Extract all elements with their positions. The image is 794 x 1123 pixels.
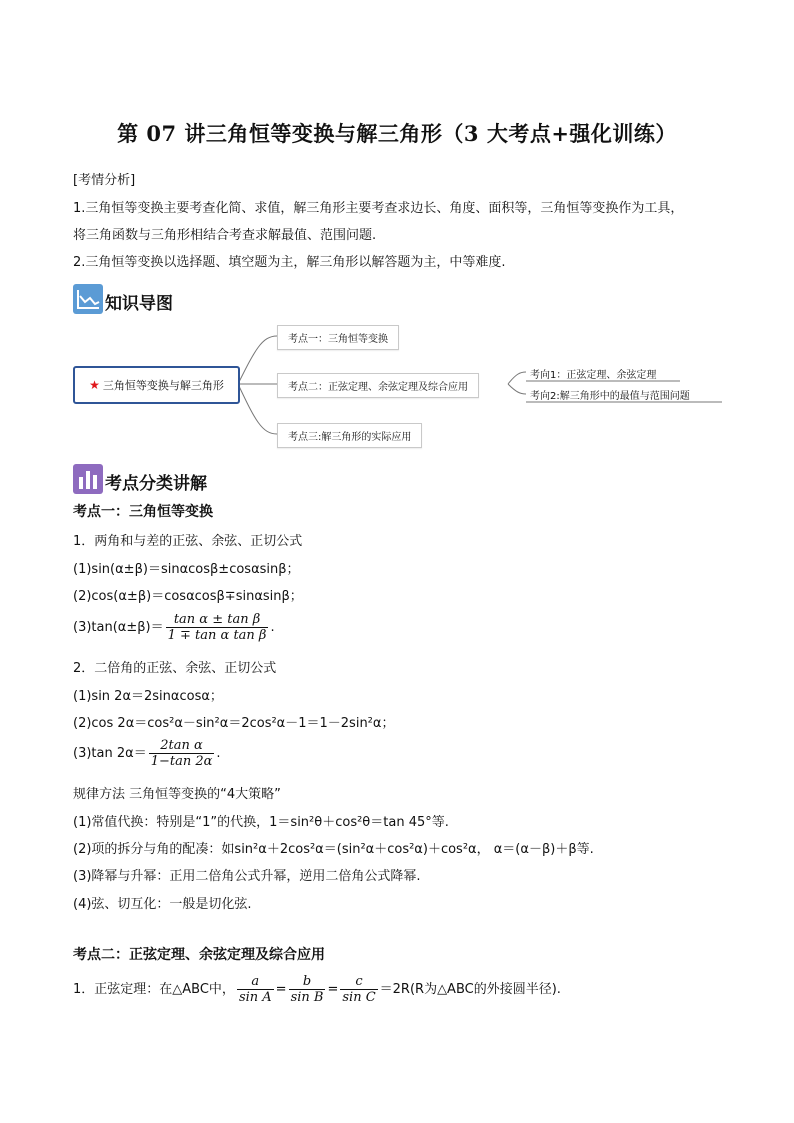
- equals-sign-1: =: [275, 981, 287, 997]
- formula-tan-double-prefix: (3)tan 2α＝: [73, 745, 147, 761]
- point-2-title: 考点二：正弦定理、余弦定理及综合应用: [73, 947, 325, 963]
- formula-sin-sum: (1)sin(α±β)＝sinαcosβ±cosαsinβ；: [73, 562, 300, 577]
- sine-law-prefix: 1．正弦定理：在△ABC中，: [73, 981, 235, 997]
- mindmap-sub-1: 考向1：正弦定理、余弦定理: [530, 370, 657, 381]
- formula-cos-double: (2)cos 2α＝cos²α－sin²α＝2cos²α－1＝1－2sin²α；: [73, 716, 395, 731]
- fraction-b-numerator: b: [302, 974, 312, 989]
- analysis-line-2: 2.三角恒等变换以选择题、填空题为主，解三角形以解答题为主，中等难度.: [73, 255, 506, 270]
- fraction-a-denominator: sin A: [238, 990, 272, 1005]
- fraction-c-denominator: sin C: [342, 990, 376, 1005]
- sine-law-line: [73, 974, 561, 1005]
- formula-tan-sum-prefix: (3)tan(α±β)＝: [73, 619, 164, 635]
- mindmap-branch-2: 考点二：正弦定理、余弦定理及综合应用: [277, 373, 479, 398]
- analysis-line-1b: 将三角函数与三角形相结合考查求解最值、范围问题.: [73, 228, 377, 243]
- bar-chart-icon: [73, 464, 103, 494]
- mindmap-section-title: 知识导图: [105, 294, 173, 314]
- analysis-label: [考情分析]: [73, 173, 136, 188]
- fraction-tan-double: [149, 738, 215, 769]
- formula-tan-sum: [73, 612, 275, 643]
- formula-tan-double: [73, 738, 221, 769]
- fraction-tan-double-denominator: 1−tan 2α: [150, 754, 213, 769]
- analysis-line-1a: 1.三角恒等变换主要考查化简、求值，解三角形主要考查求边长、角度、面积等，三角恒等变换作为工具，: [73, 201, 684, 216]
- heading-sum-diff: 1．两角和与差的正弦、余弦、正切公式: [73, 534, 303, 549]
- method-1: (1)常值代换：特别是“1”的代换，1＝sin²θ＋cos²θ＝tan 45°等.: [73, 815, 449, 830]
- method-3: (3)降幂与升幂：正用二倍角公式升幂，逆用二倍角公式降幂.: [73, 869, 421, 884]
- method-title: 规律方法 三角恒等变换的“4大策略”: [73, 787, 281, 802]
- mindmap-sub-2: 考向2:解三角形中的最值与范围问题: [530, 391, 690, 402]
- sine-law-suffix: ＝2R(R为△ABC的外接圆半径).: [379, 981, 561, 997]
- fraction-a-numerator: a: [251, 974, 260, 989]
- mindmap-root-node: [73, 366, 240, 404]
- heading-double-angle: 2．二倍角的正弦、余弦、正切公式: [73, 661, 277, 676]
- fraction-b-denominator: sin B: [290, 990, 324, 1005]
- mindmap-root-label: 三角恒等变换与解三角形: [102, 379, 224, 392]
- explain-section-title: 考点分类讲解: [105, 474, 207, 494]
- fraction-c-numerator: c: [355, 974, 363, 989]
- method-4: (4)弦、切互化：一般是切化弦.: [73, 897, 252, 912]
- fraction-tan-sum: [166, 612, 269, 643]
- mindmap-branch-3: 考点三:解三角形的实际应用: [277, 423, 422, 448]
- fraction-c-sin-c: [340, 974, 377, 1005]
- method-2: (2)项的拆分与角的配凑：如sin²α＋2cos²α＝(sin²α＋cos²α)＋cos²α， α＝(α－β)＋β等.: [73, 842, 594, 857]
- formula-tan-double-period: .: [216, 745, 221, 761]
- page-title: 第 07 讲三角恒等变换与解三角形（3 大考点+强化训练）: [117, 121, 677, 146]
- fraction-tan-sum-numerator: tan α ± tan β: [173, 612, 261, 627]
- formula-tan-sum-period: .: [270, 619, 275, 635]
- formula-cos-sum: (2)cos(α±β)＝cosαcosβ∓sinαsinβ；: [73, 589, 303, 604]
- fraction-b-sin-b: [289, 974, 326, 1005]
- equals-sign-2: =: [327, 981, 339, 997]
- fraction-tan-sum-denominator: 1 ∓ tan α tan β: [167, 628, 267, 643]
- star-icon: ★: [89, 378, 100, 392]
- formula-sin-double: (1)sin 2α＝2sinαcosα；: [73, 689, 223, 704]
- mindmap-branch-1: 考点一：三角恒等变换: [277, 325, 399, 350]
- point-1-title: 考点一：三角恒等变换: [73, 504, 213, 520]
- fraction-a-sin-a: [237, 974, 274, 1005]
- fraction-tan-double-numerator: 2tan α: [160, 738, 203, 753]
- explain-heading: [73, 464, 207, 494]
